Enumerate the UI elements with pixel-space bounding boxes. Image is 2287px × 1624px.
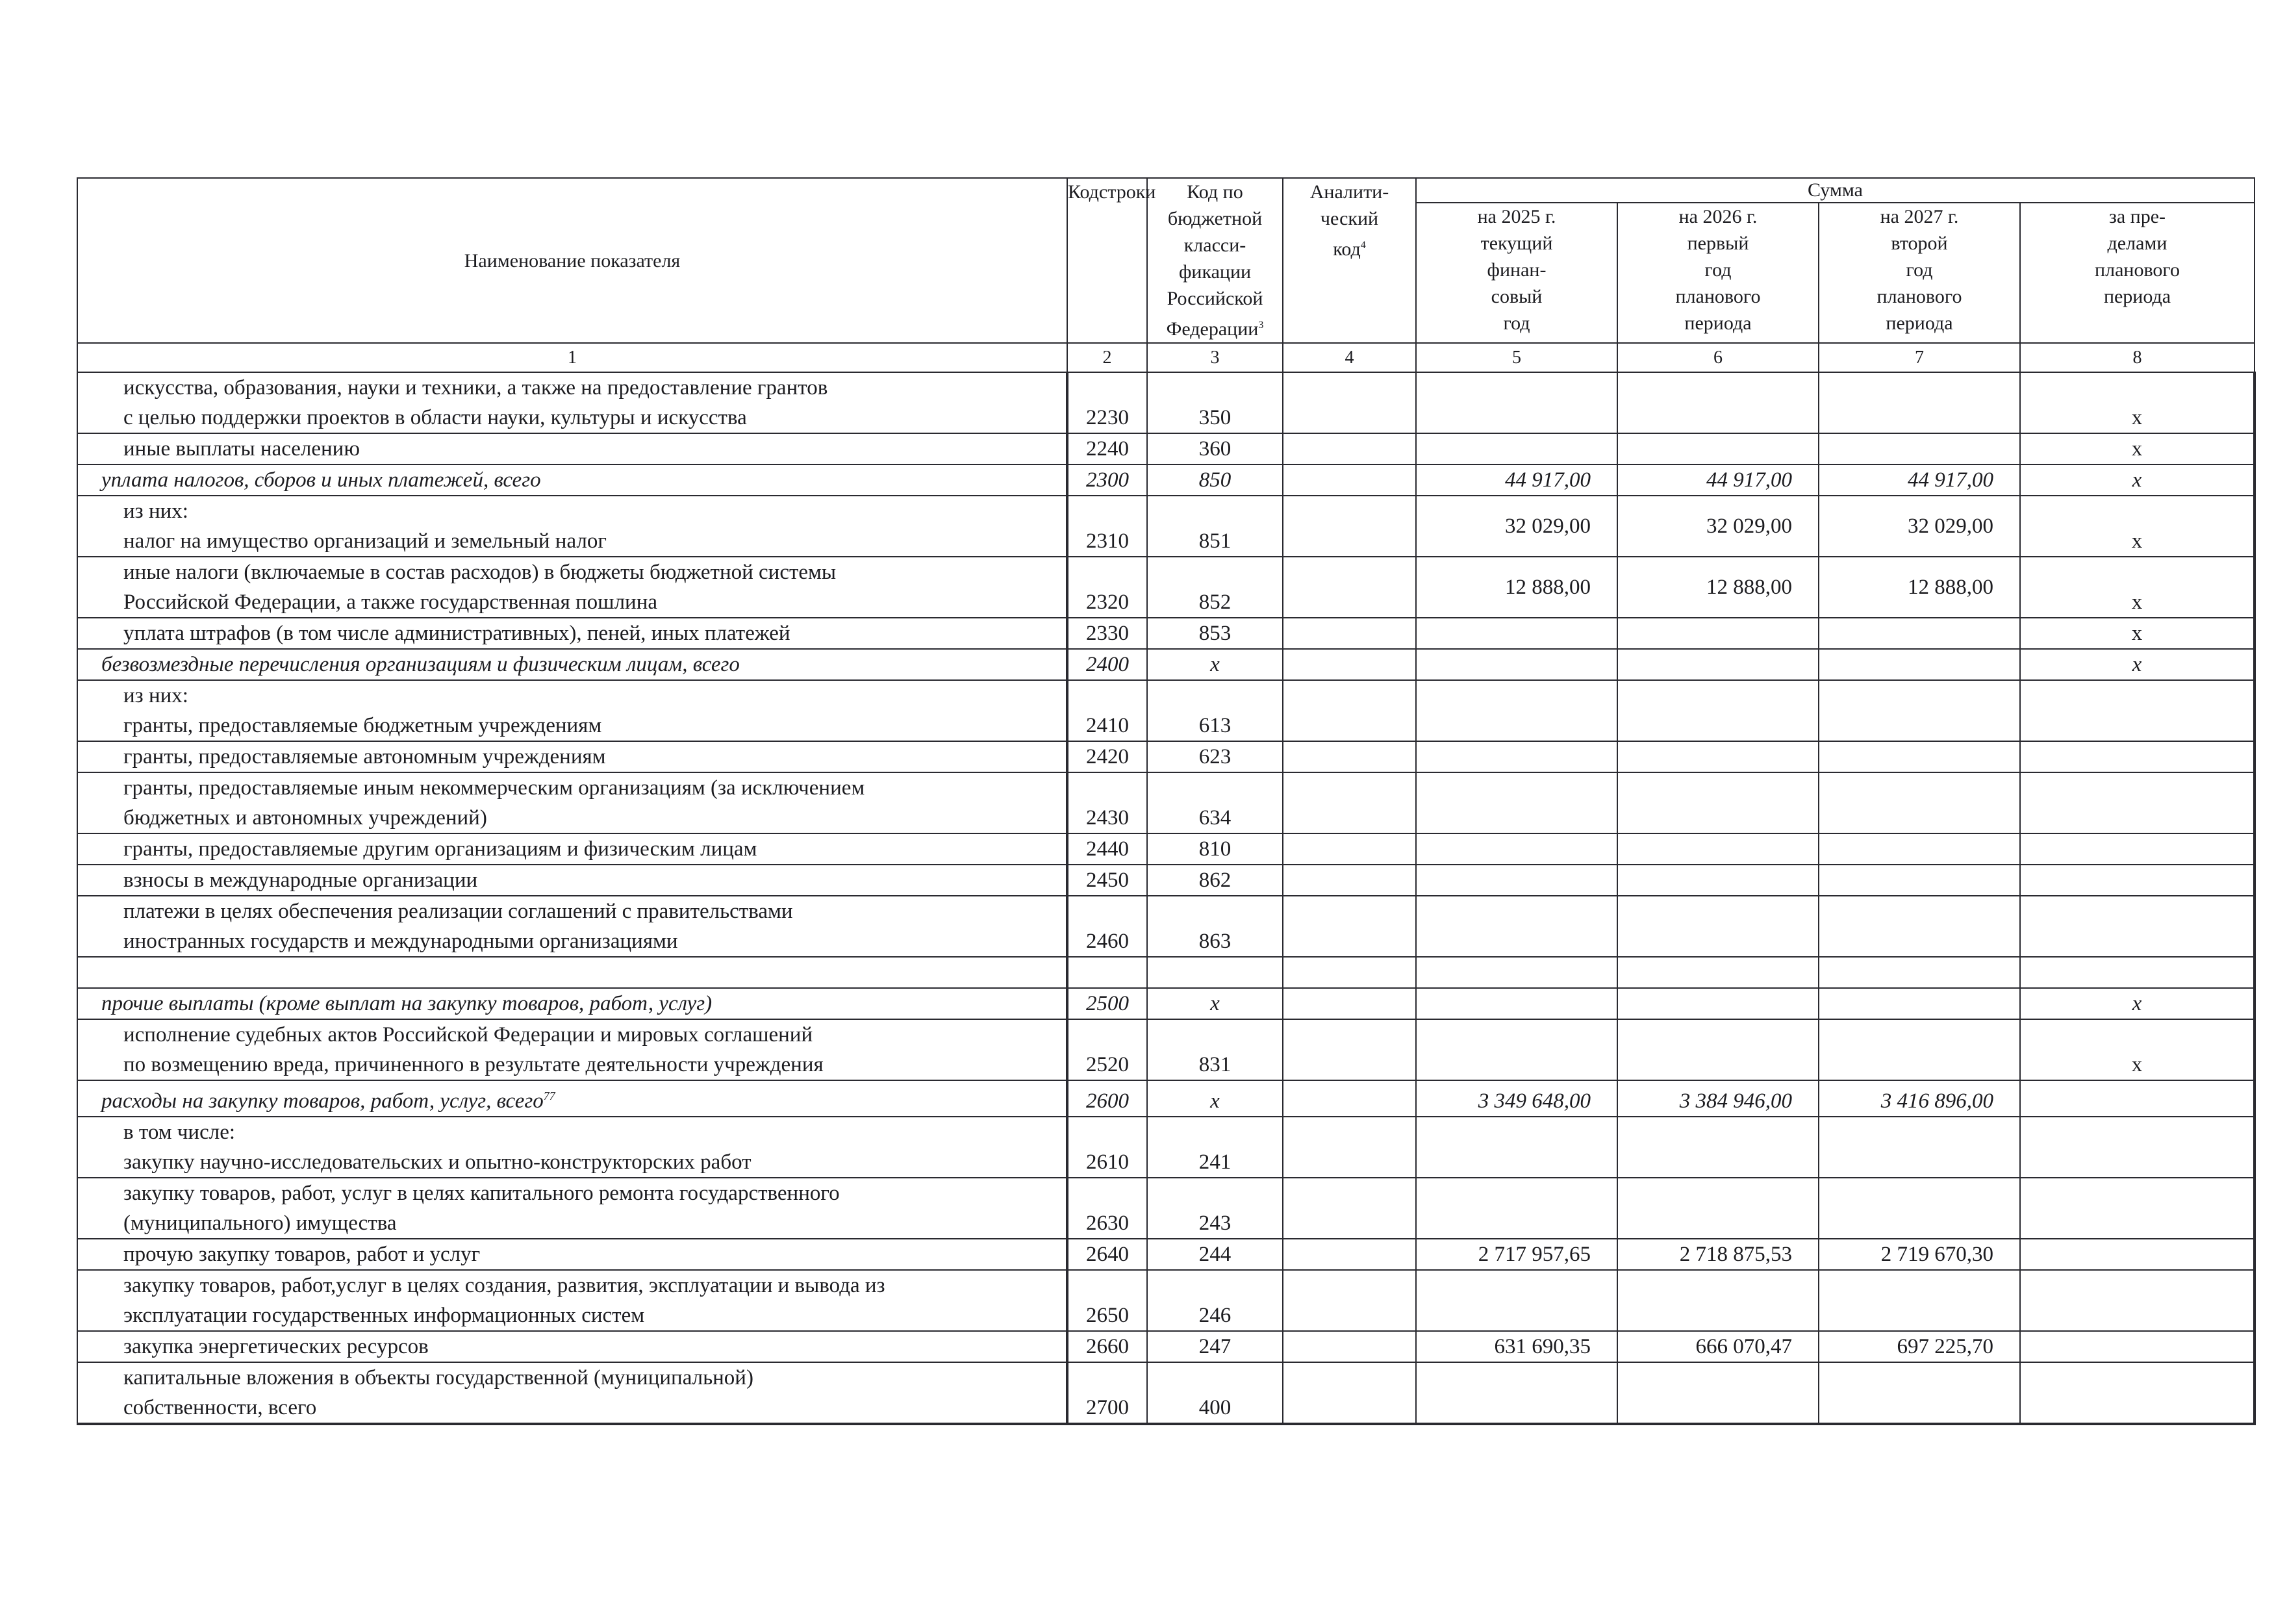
value-2027 (1819, 957, 2020, 988)
value-beyond (2020, 957, 2255, 988)
value-2026: 32 029,00 (1617, 496, 1819, 557)
table-row (77, 464, 2255, 496)
value-2025 (1416, 865, 1617, 896)
value-beyond (2020, 1331, 2255, 1362)
table-row (77, 433, 2255, 464)
row-name-line: платежи в целях обеспечения реализации соглашений с правительствами (123, 900, 793, 923)
row-name-line: Российской Федерации, а также государственная пошлина (123, 590, 658, 614)
value-2025 (1416, 833, 1617, 865)
header-sum: Сумма (1416, 178, 2255, 203)
analytic-code (1283, 1331, 1416, 1362)
value-2026 (1617, 649, 1819, 680)
column-number: 2 (1067, 343, 1147, 372)
row-name-line: закупку товаров, работ, услуг в целях капитального ремонта государственного (123, 1182, 840, 1205)
column-number: 4 (1283, 343, 1416, 372)
value-2026: 666 070,47 (1617, 1331, 1819, 1362)
row-name-line: гранты, предоставляемые бюджетным учреждениям (123, 714, 602, 737)
value-2027: 32 029,00 (1819, 496, 2020, 557)
value-2025: 12 888,00 (1416, 557, 1617, 618)
budget-class-code: 244 (1147, 1239, 1283, 1270)
row-name-line: иные налоги (включаемые в состав расходов) в бюджеты бюджетной системы (123, 561, 837, 584)
table-row (77, 649, 2255, 680)
row-name-line: по возмещению вреда, причиненного в результате деятельности учреждения (123, 1053, 824, 1076)
column-number: 3 (1147, 343, 1283, 372)
row-name (77, 741, 1067, 772)
row-name-line: иностранных государств и международными организациями (123, 930, 678, 953)
row-code: 2630 (1067, 1178, 1147, 1239)
row-name (77, 557, 1067, 618)
column-number: 1 (77, 343, 1067, 372)
header-budget-code: Код по бюджетной класси- фикации Российской Федерации$^3$ (1147, 178, 1283, 343)
value-beyond (2020, 680, 2255, 741)
value-beyond (2020, 1239, 2255, 1270)
value-beyond: x (2020, 464, 2255, 496)
value-2027 (1819, 1270, 2020, 1331)
row-name-line: (муниципального) имущества (123, 1212, 397, 1235)
row-code: 2330 (1067, 618, 1147, 649)
row-name (77, 1019, 1067, 1080)
value-2027: 697 225,70 (1819, 1331, 2020, 1362)
row-name (77, 957, 1067, 988)
row-code (1067, 957, 1147, 988)
value-2026 (1617, 1178, 1819, 1239)
table-row (77, 1362, 2255, 1424)
budget-class-code: 243 (1147, 1178, 1283, 1239)
value-2026 (1617, 772, 1819, 833)
value-2025 (1416, 1362, 1617, 1424)
row-name-line: бюджетных и автономных учреждений) (123, 806, 487, 830)
row-code: 2310 (1067, 496, 1147, 557)
table-row (77, 1019, 2255, 1080)
table-row (77, 772, 2255, 833)
header-2027: на 2027 г. второй год планового периода (1819, 203, 2020, 343)
value-2026 (1617, 957, 1819, 988)
table-row (77, 618, 2255, 649)
row-name (77, 1117, 1067, 1178)
value-2025 (1416, 988, 1617, 1019)
value-2027 (1819, 1019, 2020, 1080)
value-2025: 32 029,00 (1416, 496, 1617, 557)
row-code: 2520 (1067, 1019, 1147, 1080)
row-name-line: взносы в международные организации (123, 869, 478, 892)
value-2026 (1617, 741, 1819, 772)
value-2027 (1819, 772, 2020, 833)
table-row (77, 1080, 2255, 1117)
table-row (77, 1178, 2255, 1239)
budget-class-code: x (1147, 1080, 1283, 1117)
budget-class-code: 810 (1147, 833, 1283, 865)
table-row (77, 372, 2255, 433)
analytic-code (1283, 372, 1416, 433)
table-row (77, 833, 2255, 865)
row-name-line: расходы на закупку товаров, работ, услуг, всего$^{77}$ (101, 1089, 555, 1113)
value-2027 (1819, 833, 2020, 865)
value-2025 (1416, 680, 1617, 741)
row-name (77, 772, 1067, 833)
budget-class-code (1147, 957, 1283, 988)
row-name-line: собственности, всего (123, 1396, 317, 1419)
value-2027 (1819, 865, 2020, 896)
table-body (77, 372, 2255, 1424)
row-name-line: прочие выплаты (кроме выплат на закупку товаров, работ, услуг) (101, 992, 713, 1015)
row-name-line: искусства, образования, науки и техники, а также на предоставление грантов (123, 376, 828, 400)
value-2026 (1617, 1270, 1819, 1331)
row-code: 2410 (1067, 680, 1147, 741)
row-code: 2600 (1067, 1080, 1147, 1117)
value-2025 (1416, 741, 1617, 772)
budget-class-code: 853 (1147, 618, 1283, 649)
table-row (77, 957, 2255, 988)
row-name-line: закупку научно-исследовательских и опытно-конструкторских работ (123, 1150, 752, 1174)
budget-class-code: 246 (1147, 1270, 1283, 1331)
row-code: 2460 (1067, 896, 1147, 957)
row-code: 2640 (1067, 1239, 1147, 1270)
value-beyond (2020, 1080, 2255, 1117)
row-name-line: эксплуатации государственных информационных систем (123, 1304, 645, 1327)
row-name (77, 896, 1067, 957)
analytic-code (1283, 496, 1416, 557)
value-2026 (1617, 1362, 1819, 1424)
analytic-code (1283, 896, 1416, 957)
budget-class-code: 852 (1147, 557, 1283, 618)
header-2026: на 2026 г. первый год планового периода (1617, 203, 1819, 343)
value-2027 (1819, 372, 2020, 433)
value-2027: 44 917,00 (1819, 464, 2020, 496)
header-name: Наименование показателя (77, 178, 1067, 343)
table-row (77, 680, 2255, 741)
value-beyond (2020, 1117, 2255, 1178)
table-row (77, 1117, 2255, 1178)
value-2026 (1617, 896, 1819, 957)
budget-table (77, 177, 2256, 1425)
analytic-code (1283, 833, 1416, 865)
row-name-line: гранты, предоставляемые иным некоммерческим организациям (за исключением (123, 776, 865, 800)
budget-class-code: 634 (1147, 772, 1283, 833)
value-2025 (1416, 618, 1617, 649)
analytic-code (1283, 865, 1416, 896)
analytic-code (1283, 957, 1416, 988)
header-2025: на 2025 г. текущий финан- совый год (1416, 203, 1617, 343)
value-2027 (1819, 741, 2020, 772)
row-code: 2610 (1067, 1117, 1147, 1178)
analytic-code (1283, 1270, 1416, 1331)
analytic-code (1283, 464, 1416, 496)
value-2027: 3 416 896,00 (1819, 1080, 2020, 1117)
header-row-code: Кодстроки (1067, 178, 1147, 343)
value-2026 (1617, 865, 1819, 896)
budget-class-code: 350 (1147, 372, 1283, 433)
table-row (77, 865, 2255, 896)
row-name-line: с целью поддержки проектов в области науки, культуры и искусства (123, 406, 747, 429)
analytic-code (1283, 988, 1416, 1019)
row-name-line: налог на имущество организаций и земельный налог (123, 529, 607, 553)
value-2027 (1819, 1362, 2020, 1424)
budget-class-code: 863 (1147, 896, 1283, 957)
value-2027 (1819, 1117, 2020, 1178)
table-row (77, 496, 2255, 557)
row-name-line: прочую закупку товаров, работ и услуг (123, 1243, 481, 1266)
budget-class-code: x (1147, 649, 1283, 680)
row-name-line: из них: (123, 500, 188, 523)
row-code: 2660 (1067, 1331, 1147, 1362)
row-code: 2500 (1067, 988, 1147, 1019)
table-row (77, 1270, 2255, 1331)
value-2027 (1819, 896, 2020, 957)
value-beyond: x (2020, 372, 2255, 433)
analytic-code (1283, 433, 1416, 464)
row-name (77, 618, 1067, 649)
budget-class-code: 241 (1147, 1117, 1283, 1178)
value-2025: 3 349 648,00 (1416, 1080, 1617, 1117)
row-name-line: закупка энергетических ресурсов (123, 1335, 429, 1358)
value-beyond: x (2020, 649, 2255, 680)
value-2026 (1617, 372, 1819, 433)
row-code: 2240 (1067, 433, 1147, 464)
row-name-line: иные выплаты населению (123, 437, 360, 461)
row-name-line: исполнение судебных актов Российской Федерации и мировых соглашений (123, 1023, 813, 1047)
value-2027: 12 888,00 (1819, 557, 2020, 618)
budget-class-code: x (1147, 988, 1283, 1019)
value-2025 (1416, 372, 1617, 433)
budget-table-sheet (77, 177, 2254, 1425)
value-2025 (1416, 1117, 1617, 1178)
value-beyond: x (2020, 433, 2255, 464)
budget-class-code: 247 (1147, 1331, 1283, 1362)
header-beyond: за пре- делами планового периода (2020, 203, 2255, 343)
value-2026 (1617, 618, 1819, 649)
row-name (77, 1331, 1067, 1362)
analytic-code (1283, 1178, 1416, 1239)
value-2025: 631 690,35 (1416, 1331, 1617, 1362)
value-2027 (1819, 618, 2020, 649)
row-code: 2300 (1067, 464, 1147, 496)
value-2027 (1819, 680, 2020, 741)
value-2025 (1416, 772, 1617, 833)
value-beyond (2020, 833, 2255, 865)
column-numbers-row (77, 343, 2255, 372)
analytic-code (1283, 1362, 1416, 1424)
row-code: 2440 (1067, 833, 1147, 865)
value-2026 (1617, 433, 1819, 464)
footnote-mark: 7 (543, 1089, 550, 1102)
table-row (77, 1331, 2255, 1362)
row-name-line: закупку товаров, работ,услуг в целях создания, развития, эксплуатации и вывода из (123, 1274, 885, 1297)
value-2026: 3 384 946,00 (1617, 1080, 1819, 1117)
value-2026 (1617, 1019, 1819, 1080)
row-name-line: в том числе: (123, 1121, 236, 1144)
analytic-code (1283, 1239, 1416, 1270)
column-number: 8 (2020, 343, 2255, 372)
row-name (77, 680, 1067, 741)
value-2027 (1819, 649, 2020, 680)
column-number: 6 (1617, 343, 1819, 372)
row-code: 2700 (1067, 1362, 1147, 1424)
analytic-code (1283, 618, 1416, 649)
value-2025 (1416, 1178, 1617, 1239)
value-2026 (1617, 988, 1819, 1019)
value-2026: 2 718 875,53 (1617, 1239, 1819, 1270)
column-number: 5 (1416, 343, 1617, 372)
row-code: 2320 (1067, 557, 1147, 618)
value-2026 (1617, 680, 1819, 741)
row-name (77, 496, 1067, 557)
row-name-line: из них: (123, 684, 188, 707)
value-2027 (1819, 1178, 2020, 1239)
analytic-code (1283, 741, 1416, 772)
row-code: 2450 (1067, 865, 1147, 896)
value-beyond (2020, 1270, 2255, 1331)
value-2026: 44 917,00 (1617, 464, 1819, 496)
budget-class-code: 831 (1147, 1019, 1283, 1080)
table-row (77, 741, 2255, 772)
row-name (77, 1080, 1067, 1117)
row-name (77, 1239, 1067, 1270)
row-name (77, 865, 1067, 896)
row-name (77, 433, 1067, 464)
value-beyond: x (2020, 1019, 2255, 1080)
analytic-code (1283, 557, 1416, 618)
value-2025: 2 717 957,65 (1416, 1239, 1617, 1270)
value-2025 (1416, 1270, 1617, 1331)
row-name (77, 464, 1067, 496)
value-2025 (1416, 1019, 1617, 1080)
row-code: 2420 (1067, 741, 1147, 772)
row-name (77, 988, 1067, 1019)
table-row (77, 988, 2255, 1019)
row-name-line: уплата штрафов (в том числе административных), пеней, иных платежей (123, 622, 790, 645)
budget-class-code: 613 (1147, 680, 1283, 741)
row-name (77, 649, 1067, 680)
row-name-line: гранты, предоставляемые автономным учреждениям (123, 745, 606, 768)
analytic-code (1283, 772, 1416, 833)
row-name (77, 833, 1067, 865)
row-name (77, 1362, 1067, 1424)
value-beyond (2020, 741, 2255, 772)
value-2026 (1617, 833, 1819, 865)
value-beyond: x (2020, 557, 2255, 618)
analytic-code (1283, 649, 1416, 680)
value-beyond (2020, 896, 2255, 957)
value-2026 (1617, 1117, 1819, 1178)
table-row (77, 557, 2255, 618)
budget-class-code: 851 (1147, 496, 1283, 557)
budget-class-code: 400 (1147, 1362, 1283, 1424)
value-2027: 2 719 670,30 (1819, 1239, 2020, 1270)
analytic-code (1283, 680, 1416, 741)
budget-class-code: 623 (1147, 741, 1283, 772)
table-row (77, 1239, 2255, 1270)
value-2025 (1416, 957, 1617, 988)
header-analytic-code: Аналити- ческий код$^4$ (1283, 178, 1416, 343)
row-code: 2650 (1067, 1270, 1147, 1331)
row-name-line: безвозмездные перечисления организациям и физическим лицам, всего (101, 653, 740, 676)
table-header (77, 178, 2255, 372)
value-beyond (2020, 772, 2255, 833)
footnote-mark: 7 (549, 1089, 555, 1102)
analytic-code (1283, 1019, 1416, 1080)
value-beyond (2020, 1178, 2255, 1239)
row-code: 2400 (1067, 649, 1147, 680)
value-2026: 12 888,00 (1617, 557, 1819, 618)
value-2025 (1416, 433, 1617, 464)
value-2025 (1416, 896, 1617, 957)
row-code: 2430 (1067, 772, 1147, 833)
analytic-code (1283, 1080, 1416, 1117)
value-beyond (2020, 1362, 2255, 1424)
analytic-code (1283, 1117, 1416, 1178)
budget-class-code: 360 (1147, 433, 1283, 464)
column-number: 7 (1819, 343, 2020, 372)
value-beyond: x (2020, 988, 2255, 1019)
value-beyond (2020, 865, 2255, 896)
row-code: 2230 (1067, 372, 1147, 433)
row-name-line: гранты, предоставляемые другим организациям и физическим лицам (123, 837, 757, 861)
value-2025 (1416, 649, 1617, 680)
value-2027 (1819, 988, 2020, 1019)
value-beyond: x (2020, 496, 2255, 557)
row-name-line: уплата налогов, сборов и иных платежей, всего (101, 468, 541, 492)
budget-class-code: 850 (1147, 464, 1283, 496)
row-name (77, 1178, 1067, 1239)
row-name (77, 1270, 1067, 1331)
value-beyond: x (2020, 618, 2255, 649)
value-2027 (1819, 433, 2020, 464)
table-row (77, 896, 2255, 957)
value-2025: 44 917,00 (1416, 464, 1617, 496)
row-name-line: капитальные вложения в объекты государственной (муниципальной) (123, 1366, 753, 1389)
budget-class-code: 862 (1147, 865, 1283, 896)
row-name (77, 372, 1067, 433)
